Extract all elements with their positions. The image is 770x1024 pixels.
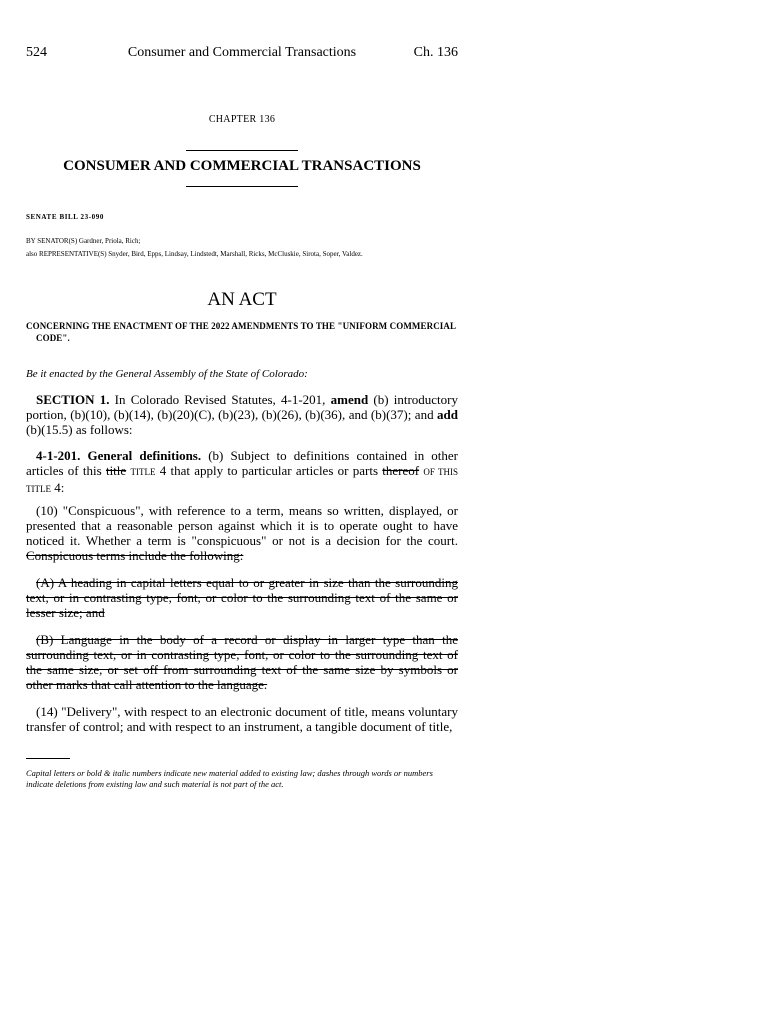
amend-keyword: amend	[330, 392, 369, 407]
senate-sponsors: BY SENATOR(S) Gardner, Priola, Rich;	[26, 237, 141, 245]
deleted-thereof: thereof	[382, 463, 420, 478]
concerning-line-2: CODE".	[36, 333, 70, 343]
new-title: TITLE	[130, 467, 156, 477]
paragraph-A-deleted: (A) A heading in capital letters equal to or greater in size than the surrounding text, or in contrasting type, font, or color to the surrounding text of the same or lesser size; and	[26, 575, 458, 620]
definitions-label: 4-1-201. General definitions.	[36, 448, 202, 463]
add-keyword: add	[437, 407, 458, 422]
new-of-this: OF THIS	[423, 467, 459, 477]
deleted-title: title	[105, 463, 127, 478]
page-header	[26, 45, 458, 65]
footnote-rule	[26, 758, 70, 759]
title-rule-bottom	[186, 186, 298, 187]
concerning-line-1: CONCERNING THE ENACTMENT OF THE 2022 AMENDMENTS TO THE "UNIFORM COMMERCIAL	[26, 321, 457, 331]
footnote: Capital letters or bold & italic numbers indicate new material added to existing law; dashes through words or numbers indicate deletions from existing law and such material is not part of the act.	[26, 768, 433, 789]
concerning-clause	[26, 320, 458, 344]
page-number: 524	[26, 45, 47, 60]
definitions-paragraph: 4-1-201. General definitions. (b) Subject to definitions contained in other articles of this title TITLE 4 that apply to particular articles or parts thereof OF THIS TITLE 4:	[26, 448, 459, 495]
house-sponsors: also REPRESENTATIVE(S) Snyder, Bird, Epps, Lindsay, Lindstedt, Marshall, Ricks, McCluskie, Sirota, Soper, Valdez.	[26, 250, 363, 258]
paragraph-B-deleted: (B) Language in the body of a record or display in larger type than the surrounding text, or in contrasting type, font, or color to the surrounding text of the same size, or set off from surrounding text of the same size by symbols or other marks that call attention to the language.	[26, 632, 458, 692]
section-1-paragraph: SECTION 1. In Colorado Revised Statutes, 4-1-201, amend (b) introductory portion, (b)(10), (b)(14), (b)(20)(C), (b)(23), (b)(26), (b)(36), and (b)(37); and add (b)(15.5) as follows:	[26, 392, 458, 437]
paragraph-10: (10) "Conspicuous", with reference to a term, means so written, displayed, or presented that a reasonable person against which it is to operate ought to have noticed it. Whether a term is "conspicuous" or not is a decision for the court. Conspicuous terms include the following:	[26, 503, 458, 563]
header-title: Consumer and Commercial Transactions	[127, 45, 357, 60]
chapter-label: CHAPTER 136	[208, 114, 276, 125]
an-act-heading: AN ACT	[207, 289, 277, 310]
chapter-title: CONSUMER AND COMMERCIAL TRANSACTIONS	[63, 158, 421, 174]
paragraph-14: (14) "Delivery", with respect to an electronic document of title, means voluntary transfer of control; and with respect to an instrument, a tangible document of title,	[26, 704, 458, 734]
deleted-conspicuous-terms: Conspicuous terms include the following:	[26, 548, 244, 563]
enacting-clause: Be it enacted by the General Assembly of the State of Colorado:	[26, 368, 308, 380]
new-title-2: TITLE	[26, 484, 51, 494]
bill-number: SENATE BILL 23-090	[26, 213, 104, 221]
header-chapter: Ch. 136	[413, 45, 458, 60]
section-label: SECTION 1.	[36, 392, 110, 407]
title-rule-top	[186, 150, 298, 151]
